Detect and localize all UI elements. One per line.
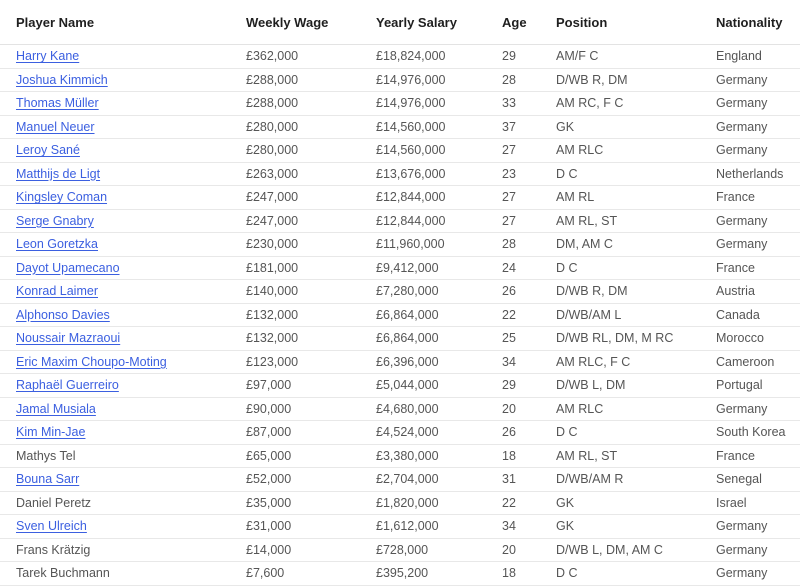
yearly-salary-cell: £6,396,000 (362, 350, 488, 374)
player-name-link[interactable]: Leroy Sané (16, 143, 80, 158)
player-name-link[interactable]: Kim Min-Jae (16, 425, 86, 440)
table-row (0, 209, 800, 233)
table-row (0, 421, 800, 445)
player-name-cell (0, 186, 232, 210)
position-cell: AM RL (542, 186, 702, 210)
table-row (0, 468, 800, 492)
player-name-cell (0, 515, 232, 539)
weekly-wage-cell: £140,000 (232, 280, 362, 304)
table-row (0, 327, 800, 351)
table-row (0, 374, 800, 398)
position-cell: D/WB L, DM (542, 374, 702, 398)
age-cell: 27 (488, 209, 542, 233)
nationality-cell: France (702, 444, 800, 468)
position-cell: GK (542, 515, 702, 539)
yearly-salary-cell: £1,612,000 (362, 515, 488, 539)
table-row (0, 162, 800, 186)
age-cell: 33 (488, 92, 542, 116)
position-cell: D/WB L, DM, AM C (542, 538, 702, 562)
nationality-cell: Germany (702, 139, 800, 163)
nationality-cell: Germany (702, 92, 800, 116)
position-cell: AM/F C (542, 45, 702, 69)
age-cell: 27 (488, 186, 542, 210)
player-name-text: Tarek Buchmann (16, 566, 110, 581)
nationality-cell: France (702, 186, 800, 210)
player-name-cell (0, 92, 232, 116)
weekly-wage-cell: £362,000 (232, 45, 362, 69)
position-cell: AM RL, ST (542, 444, 702, 468)
player-name-cell (0, 327, 232, 351)
weekly-wage-cell: £288,000 (232, 68, 362, 92)
player-name-cell (0, 162, 232, 186)
position-cell: GK (542, 491, 702, 515)
yearly-salary-cell: £2,704,000 (362, 468, 488, 492)
table-row (0, 233, 800, 257)
table-row (0, 115, 800, 139)
nationality-cell: Portugal (702, 374, 800, 398)
table-row (0, 139, 800, 163)
position-cell: GK (542, 115, 702, 139)
nationality-cell: Senegal (702, 468, 800, 492)
table-row (0, 256, 800, 280)
nationality-cell: Austria (702, 280, 800, 304)
table-row (0, 303, 800, 327)
nationality-cell: Morocco (702, 327, 800, 351)
table-body (0, 45, 800, 586)
weekly-wage-cell: £52,000 (232, 468, 362, 492)
position-cell: D C (542, 256, 702, 280)
player-name-link[interactable]: Raphaël Guerreiro (16, 378, 119, 393)
player-name-link[interactable]: Eric Maxim Choupo-Moting (16, 354, 167, 369)
player-name-cell (0, 68, 232, 92)
position-cell: AM RC, F C (542, 92, 702, 116)
age-cell: 27 (488, 139, 542, 163)
yearly-salary-cell: £728,000 (362, 538, 488, 562)
yearly-salary-cell: £9,412,000 (362, 256, 488, 280)
table-row (0, 491, 800, 515)
yearly-salary-cell: £5,044,000 (362, 374, 488, 398)
player-name-cell (0, 115, 232, 139)
weekly-wage-cell: £31,000 (232, 515, 362, 539)
nationality-cell: Germany (702, 68, 800, 92)
player-name-link[interactable]: Kingsley Coman (16, 190, 108, 205)
nationality-cell: Germany (702, 538, 800, 562)
nationality-cell: Germany (702, 562, 800, 586)
weekly-wage-cell: £90,000 (232, 397, 362, 421)
nationality-cell: England (702, 45, 800, 69)
player-name-cell (0, 421, 232, 445)
yearly-salary-cell: £14,560,000 (362, 115, 488, 139)
player-name-link[interactable]: Manuel Neuer (16, 119, 95, 134)
player-name-link[interactable]: Bouna Sarr (16, 472, 80, 487)
nationality-cell: Netherlands (702, 162, 800, 186)
position-cell: AM RLC (542, 139, 702, 163)
player-name-cell (0, 280, 232, 304)
position-cell: D C (542, 421, 702, 445)
nationality-cell: Germany (702, 233, 800, 257)
yearly-salary-cell: £18,824,000 (362, 45, 488, 69)
player-name-cell (0, 397, 232, 421)
age-cell: 18 (488, 562, 542, 586)
age-cell: 23 (488, 162, 542, 186)
age-cell: 24 (488, 256, 542, 280)
weekly-wage-cell: £230,000 (232, 233, 362, 257)
player-name-cell (0, 256, 232, 280)
player-name-cell (0, 233, 232, 257)
weekly-wage-cell: £123,000 (232, 350, 362, 374)
yearly-salary-cell: £12,844,000 (362, 209, 488, 233)
player-name-cell (0, 374, 232, 398)
table-row (0, 280, 800, 304)
age-cell: 22 (488, 303, 542, 327)
table-header-row (0, 0, 800, 45)
yearly-salary-cell: £3,380,000 (362, 444, 488, 468)
nationality-cell: Germany (702, 209, 800, 233)
age-cell: 26 (488, 421, 542, 445)
nationality-cell: Germany (702, 115, 800, 139)
age-cell: 26 (488, 280, 542, 304)
player-name-cell (0, 538, 232, 562)
age-cell: 29 (488, 374, 542, 398)
yearly-salary-cell: £7,280,000 (362, 280, 488, 304)
header-yearly-salary[interactable]: Yearly Salary (362, 0, 488, 45)
age-cell: 37 (488, 115, 542, 139)
yearly-salary-cell: £12,844,000 (362, 186, 488, 210)
nationality-cell: Canada (702, 303, 800, 327)
player-name-cell (0, 444, 232, 468)
player-name-cell (0, 491, 232, 515)
nationality-cell: Cameroon (702, 350, 800, 374)
nationality-cell: Germany (702, 515, 800, 539)
table-row (0, 350, 800, 374)
nationality-cell: France (702, 256, 800, 280)
position-cell: AM RLC (542, 397, 702, 421)
nationality-cell: South Korea (702, 421, 800, 445)
player-name-link[interactable]: Harry Kane (16, 49, 80, 64)
age-cell: 29 (488, 45, 542, 69)
weekly-wage-cell: £247,000 (232, 209, 362, 233)
nationality-cell: Germany (702, 397, 800, 421)
age-cell: 34 (488, 515, 542, 539)
player-name-link[interactable]: Serge Gnabry (16, 213, 94, 228)
position-cell: D/WB R, DM (542, 280, 702, 304)
player-name-link[interactable]: Matthijs de Ligt (16, 166, 101, 181)
yearly-salary-cell: £13,676,000 (362, 162, 488, 186)
yearly-salary-cell: £6,864,000 (362, 327, 488, 351)
weekly-wage-cell: £35,000 (232, 491, 362, 515)
position-cell: DM, AM C (542, 233, 702, 257)
age-cell: 20 (488, 397, 542, 421)
age-cell: 28 (488, 233, 542, 257)
player-name-link[interactable]: Konrad Laimer (16, 284, 98, 299)
weekly-wage-cell: £181,000 (232, 256, 362, 280)
player-name-link[interactable]: Noussair Mazraoui (16, 331, 121, 346)
age-cell: 31 (488, 468, 542, 492)
player-name-text: Daniel Peretz (16, 495, 92, 510)
player-name-link[interactable]: Sven Ulreich (16, 519, 87, 534)
player-name-link[interactable]: Jamal Musiala (16, 401, 96, 416)
position-cell: AM RL, ST (542, 209, 702, 233)
yearly-salary-cell: £4,680,000 (362, 397, 488, 421)
weekly-wage-cell: £65,000 (232, 444, 362, 468)
yearly-salary-cell: £11,960,000 (362, 233, 488, 257)
player-name-link[interactable]: Leon Goretzka (16, 237, 98, 252)
table-row (0, 538, 800, 562)
player-name-cell (0, 468, 232, 492)
weekly-wage-cell: £97,000 (232, 374, 362, 398)
player-name-cell (0, 209, 232, 233)
player-name-link[interactable]: Thomas Müller (16, 96, 99, 111)
table-row (0, 397, 800, 421)
weekly-wage-cell: £263,000 (232, 162, 362, 186)
player-name-cell (0, 562, 232, 586)
position-cell: D C (542, 162, 702, 186)
header-weekly-wage[interactable]: Weekly Wage (232, 0, 362, 45)
table-row (0, 92, 800, 116)
player-name-link[interactable]: Dayot Upamecano (16, 260, 120, 275)
age-cell: 22 (488, 491, 542, 515)
weekly-wage-cell: £288,000 (232, 92, 362, 116)
age-cell: 20 (488, 538, 542, 562)
player-name-cell (0, 139, 232, 163)
age-cell: 34 (488, 350, 542, 374)
age-cell: 18 (488, 444, 542, 468)
header-age[interactable]: Age (488, 0, 542, 45)
player-name-text: Mathys Tel (16, 448, 76, 463)
age-cell: 25 (488, 327, 542, 351)
header-position[interactable]: Position (542, 0, 702, 45)
position-cell: D/WB/AM R (542, 468, 702, 492)
weekly-wage-cell: £247,000 (232, 186, 362, 210)
weekly-wage-cell: £87,000 (232, 421, 362, 445)
table-row (0, 45, 800, 69)
yearly-salary-cell: £1,820,000 (362, 491, 488, 515)
player-name-link[interactable]: Joshua Kimmich (16, 72, 108, 87)
yearly-salary-cell: £14,976,000 (362, 68, 488, 92)
nationality-cell: Israel (702, 491, 800, 515)
position-cell: D/WB/AM L (542, 303, 702, 327)
weekly-wage-cell: £280,000 (232, 115, 362, 139)
position-cell: D/WB RL, DM, M RC (542, 327, 702, 351)
player-name-cell (0, 45, 232, 69)
table-row (0, 68, 800, 92)
yearly-salary-cell: £395,200 (362, 562, 488, 586)
yearly-salary-cell: £6,864,000 (362, 303, 488, 327)
yearly-salary-cell: £14,560,000 (362, 139, 488, 163)
weekly-wage-cell: £280,000 (232, 139, 362, 163)
table-row (0, 444, 800, 468)
table-row (0, 515, 800, 539)
weekly-wage-cell: £132,000 (232, 303, 362, 327)
player-name-cell (0, 303, 232, 327)
position-cell: D C (542, 562, 702, 586)
yearly-salary-cell: £14,976,000 (362, 92, 488, 116)
table-row (0, 186, 800, 210)
player-name-text: Frans Krätzig (16, 542, 91, 557)
yearly-salary-cell: £4,524,000 (362, 421, 488, 445)
weekly-wage-cell: £132,000 (232, 327, 362, 351)
header-player-name[interactable]: Player Name (0, 0, 232, 45)
age-cell: 28 (488, 68, 542, 92)
table-row (0, 562, 800, 586)
position-cell: D/WB R, DM (542, 68, 702, 92)
position-cell: AM RLC, F C (542, 350, 702, 374)
player-name-cell (0, 350, 232, 374)
weekly-wage-cell: £14,000 (232, 538, 362, 562)
player-name-link[interactable]: Alphonso Davies (16, 307, 110, 322)
weekly-wage-cell: £7,600 (232, 562, 362, 586)
header-nationality[interactable]: Nationality (702, 0, 800, 45)
